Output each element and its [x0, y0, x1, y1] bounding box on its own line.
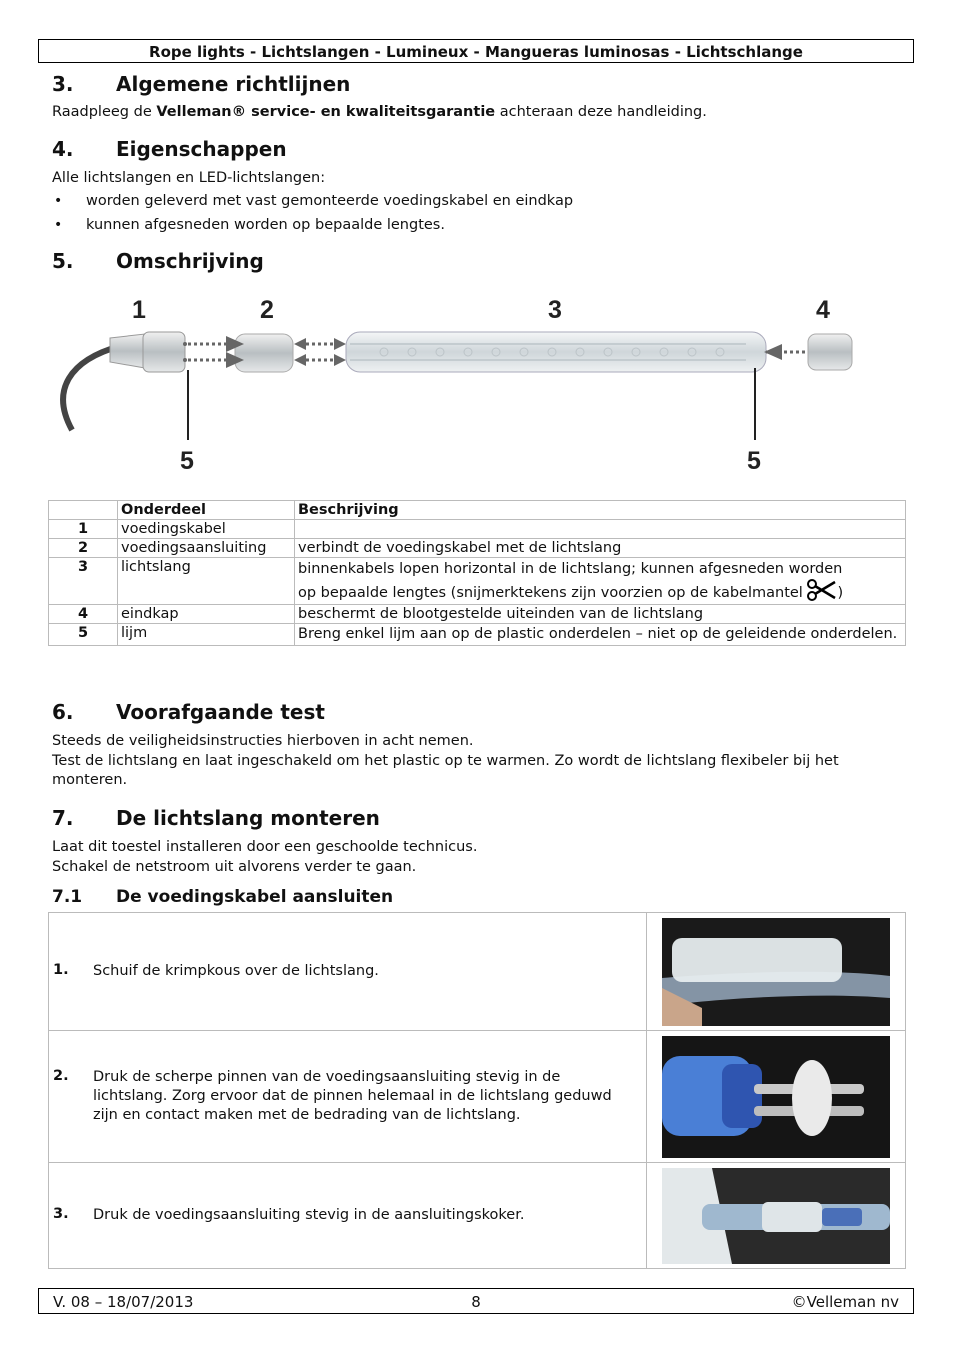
- part-description: verbindt de voedingskabel met de lichtslang: [295, 539, 906, 558]
- section-4-heading: [52, 137, 287, 161]
- connector-shape: [235, 334, 293, 372]
- page-number: 8: [471, 1293, 481, 1311]
- text-bold: Velleman® service- en kwaliteitsgarantie: [156, 104, 496, 120]
- section-3-text: [52, 102, 707, 122]
- row-number: 2: [49, 539, 118, 558]
- section-7-text-1: Laat dit toestel installeren door een geschoolde technicus.: [52, 839, 478, 855]
- section-7-1-heading: [52, 887, 393, 907]
- part-description: beschermt de blootgestelde uiteinden van de lichtslang: [295, 605, 906, 624]
- end-cap-shape: [808, 334, 852, 370]
- rope-light-diagram: [50, 290, 870, 480]
- step-number: 3.: [53, 1206, 69, 1222]
- diagram-label: 4: [816, 296, 830, 324]
- desc-line-2: op bepaalde lengtes (snijmerktekens zijn voorzien op de kabelmantel: [298, 585, 808, 601]
- page-footer: [38, 1288, 914, 1314]
- connector-pins-photo: [662, 1036, 890, 1158]
- parts-table: [48, 500, 906, 646]
- step-photo-cell: [647, 1163, 906, 1269]
- page-header: Rope lights - Lichtslangen - Lumineux - Mangueras luminosas - Lichtschlange: [38, 39, 914, 63]
- step-text: Druk de voedingsaansluiting stevig in de aansluitingskoker.: [93, 1207, 525, 1223]
- desc-line-1: binnenkabels lopen horizontal in de lichtslang; kunnen afgesneden worden: [298, 561, 843, 577]
- section-title: Voorafgaande test: [116, 700, 325, 724]
- part-name: voedingsaansluiting: [118, 539, 295, 558]
- desc-line-2-end: ): [837, 585, 844, 601]
- table-row: [49, 1163, 906, 1269]
- step-text: Schuif de krimpkous over de lichtslang.: [93, 963, 379, 979]
- diagram-label: 5: [180, 447, 194, 475]
- row-number: 1: [49, 520, 118, 539]
- section-title: De voedingskabel aansluiten: [116, 887, 394, 907]
- table-row: [49, 558, 906, 605]
- list-item-text: worden geleverd met vast gemonteerde voedingskabel en eindkap: [86, 193, 574, 209]
- steps-table: [48, 912, 906, 1269]
- table-row: [49, 605, 906, 624]
- row-number: 5: [49, 624, 118, 646]
- shrink-tube-photo: [662, 918, 890, 1026]
- step-label: [49, 1163, 647, 1269]
- step-number: 1.: [53, 962, 69, 978]
- section-number: 6.: [52, 700, 74, 724]
- bullet-icon: •: [54, 217, 63, 233]
- text-pre: Raadpleeg de: [52, 104, 157, 120]
- footer-copyright: ©Velleman nv: [791, 1293, 899, 1311]
- plug-body-shape: [143, 332, 185, 372]
- part-name: eindkap: [118, 605, 295, 624]
- section-7-heading: [52, 806, 380, 830]
- section-7-text-2: Schakel de netstroom uit alvorens verder te gaan.: [52, 859, 417, 875]
- section-3-heading: [52, 72, 350, 96]
- table-header: [49, 501, 118, 520]
- step-label: [49, 913, 647, 1031]
- part-description: Breng enkel lijm aan op de plastic onderdelen – niet op de geleidende onderdelen.: [295, 624, 906, 646]
- table-header: Onderdeel: [118, 501, 295, 520]
- section-6-text-2: Test de lichtslang en laat ingeschakeld om het plastic op te warmen. Zo wordt de lichtslang flexibeler bij het monteren.: [52, 753, 839, 788]
- section-number: 7.1: [52, 887, 83, 907]
- part-name: lijm: [118, 624, 295, 646]
- section-4-intro: Alle lichtslangen en LED-lichtslangen:: [52, 170, 326, 186]
- section-title: Omschrijving: [116, 249, 264, 273]
- connector-sleeve-photo: [662, 1168, 890, 1264]
- section-6-text-1: Steeds de veiligheidsinstructies hierboven in acht nemen.: [52, 733, 474, 749]
- list-item: [52, 191, 573, 211]
- section-title: Algemene richtlijnen: [116, 72, 351, 96]
- step-text: Druk de scherpe pinnen van de voedingsaansluiting stevig in de lichtslang. Zorg ervoor dat de pinnen helemaal in de lichtslang geduwd zijn en contact maken met de bedrading van de lichtslang.: [93, 1069, 612, 1123]
- text-post: achteraan deze handleiding.: [495, 104, 707, 120]
- list-item-text: kunnen afgesneden worden op bepaalde lengtes.: [86, 217, 445, 233]
- table-row: [49, 624, 906, 646]
- section-number: 3.: [52, 72, 74, 96]
- table-row: [49, 913, 906, 1031]
- part-name: voedingskabel: [118, 520, 295, 539]
- step-number: 2.: [53, 1068, 69, 1084]
- row-number: 4: [49, 605, 118, 624]
- table-row: [49, 1031, 906, 1163]
- row-number: 3: [49, 558, 118, 605]
- step-photo-cell: [647, 1031, 906, 1163]
- table-row: [49, 520, 906, 539]
- footer-version: V. 08 – 18/07/2013: [53, 1293, 194, 1311]
- list-item: [52, 215, 445, 235]
- section-6-heading: [52, 700, 325, 724]
- diagram-label: 2: [260, 296, 274, 324]
- part-description: [295, 558, 906, 605]
- section-5-heading: [52, 249, 264, 273]
- diagram-label: 3: [548, 296, 562, 324]
- bullet-icon: •: [54, 193, 63, 209]
- table-header: Beschrijving: [295, 501, 906, 520]
- section-title: Eigenschappen: [116, 137, 287, 161]
- part-description: [295, 520, 906, 539]
- diagram-label: 1: [132, 296, 146, 324]
- part-name: lichtslang: [118, 558, 295, 605]
- diagram-label: 5: [747, 447, 761, 475]
- table-row: [49, 539, 906, 558]
- scissors-icon: [807, 579, 837, 601]
- section-number: 5.: [52, 249, 74, 273]
- section-number: 7.: [52, 806, 74, 830]
- table-header-row: [49, 501, 906, 520]
- step-label: [49, 1031, 647, 1163]
- section-title: De lichtslang monteren: [116, 806, 380, 830]
- plug-tip-shape: [110, 334, 145, 368]
- section-number: 4.: [52, 137, 74, 161]
- step-photo-cell: [647, 913, 906, 1031]
